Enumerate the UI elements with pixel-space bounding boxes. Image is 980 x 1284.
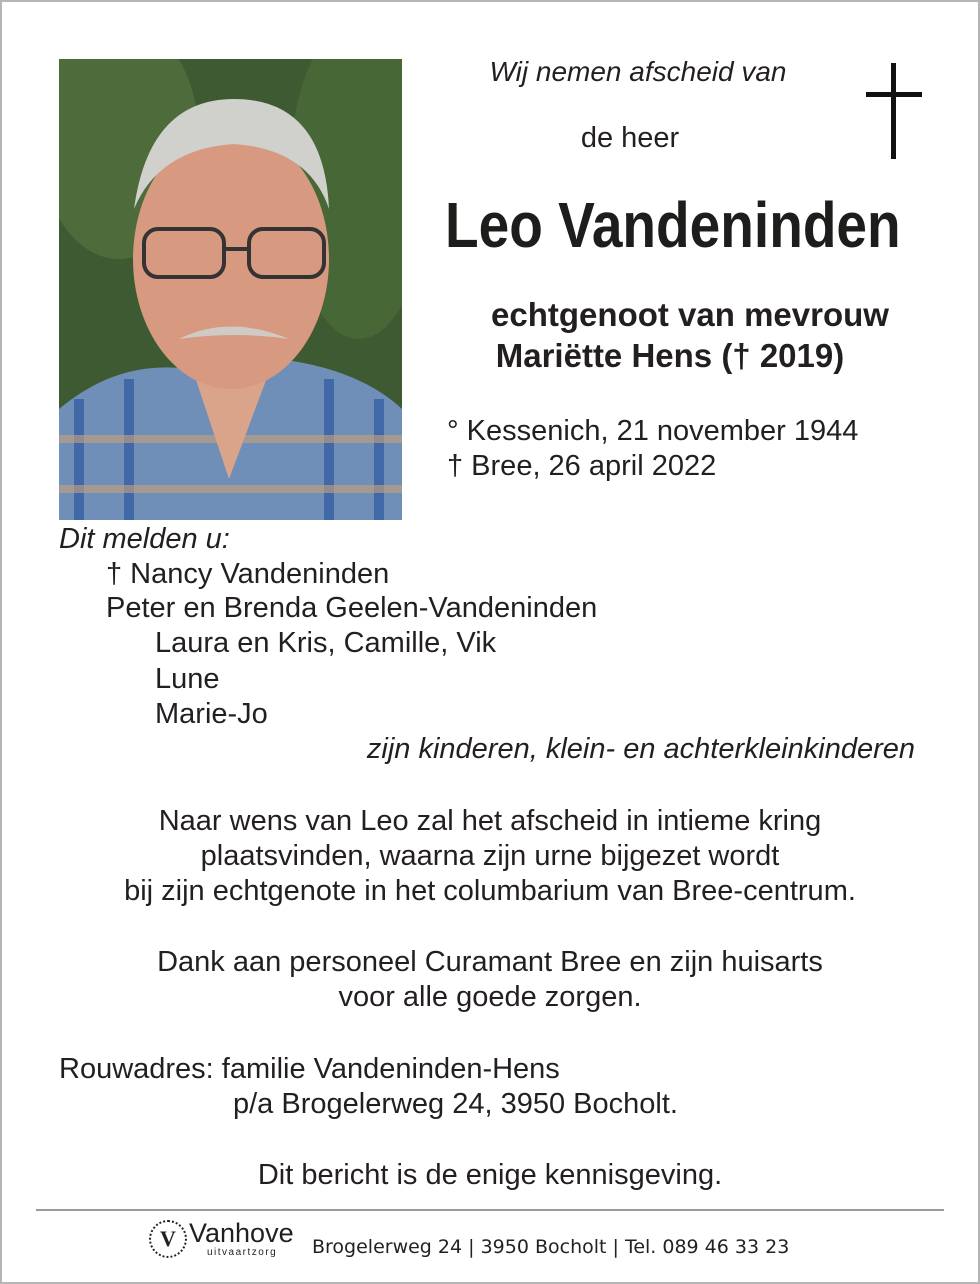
family-member: Peter en Brenda Geelen-Vandeninden [106,592,598,624]
death-date: † Bree, 26 april 2022 [447,450,717,482]
birth-date: ° Kessenich, 21 november 1944 [447,415,859,447]
paragraph-1-line: bij zijn echtgenote in het columbarium van Bree-centrum. [124,875,856,907]
logo-name: Vanhove [189,1218,294,1248]
cross-icon [866,63,922,159]
paragraph-2-line: Dank aan personeel Curamant Bree en zijn huisarts [157,946,823,978]
intro-text: Wij nemen afscheid van [489,56,787,87]
title-prefix: de heer [580,122,680,154]
address-line-1: Rouwadres: familie Vandeninden-Hens [59,1053,560,1085]
deceased-name: Leo Vandeninden [445,189,901,261]
paragraph-2-line: voor alle goede zorgen. [338,981,642,1013]
footer-contact: Brogelerweg 24 | 3950 Bocholt | Tel. 089 46 33 23 [312,1236,790,1258]
spouse-line-1: echtgenoot van mevrouw [491,296,889,333]
family-intro: Dit melden u: [59,523,230,555]
portrait-photo [59,59,402,520]
family-member: † Nancy Vandeninden [106,558,390,590]
family-member: Lune [155,663,220,695]
family-member: Laura en Kris, Camille, Vik [155,627,497,659]
logo-mark-icon: V [149,1220,187,1258]
paragraph-1-line: Naar wens van Leo zal het afscheid in intieme kring [158,805,822,837]
logo-subtitle: uitvaartzorg [207,1247,278,1258]
vanhove-logo [149,1218,301,1262]
footer-divider [36,1209,944,1211]
family-member: Marie-Jo [155,698,268,730]
family-relation: zijn kinderen, klein- en achterkleinkinderen [366,733,915,765]
address-line-2: p/a Brogelerweg 24, 3950 Bocholt. [233,1088,678,1120]
closing-note: Dit bericht is de enige kennisgeving. [257,1159,723,1191]
spouse-line-2: Mariëtte Hens († 2019) [495,337,845,374]
paragraph-1-line: plaatsvinden, waarna zijn urne bijgezet wordt [200,840,780,872]
